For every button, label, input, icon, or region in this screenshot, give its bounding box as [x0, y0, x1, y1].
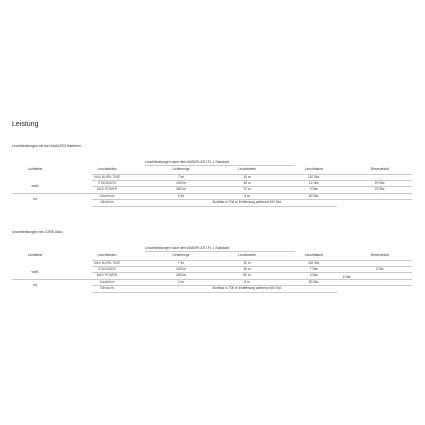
- table-cell: 60 Std.: [308, 194, 320, 198]
- column-header: Reservelicht: [370, 253, 390, 257]
- table-cell: 20 Std.: [374, 181, 386, 185]
- table-cell: 45 m: [243, 181, 251, 185]
- table-cell: Blinklicht: [100, 200, 114, 204]
- table-cell: 2 lm: [177, 280, 185, 284]
- table-cell: 70 m: [243, 187, 251, 191]
- table-cell: Dauerlicht: [99, 194, 115, 198]
- divider: [92, 206, 337, 207]
- table-caption: Leuchtleistungen mit drei AAA/LR03 Batterien: [12, 144, 81, 148]
- table-cell: MAX POWER: [96, 187, 118, 191]
- divider: [92, 292, 337, 293]
- table-cell: 110 Std.: [307, 175, 321, 179]
- table-cell: 10 m: [243, 261, 251, 265]
- table-cell: STANDARD: [98, 267, 116, 271]
- table-cell: 2 lm: [177, 194, 185, 198]
- table-cell: MAX BURN TIME: [93, 261, 121, 265]
- column-header: Lichtfarbe: [27, 253, 43, 257]
- column-header: Lichtmenge: [172, 253, 190, 257]
- table-cell: 7 Std.: [309, 267, 319, 271]
- table-cell: 50 Std.: [308, 280, 320, 284]
- table-cell: STANDARD: [98, 181, 116, 185]
- table-cell: 45 m: [243, 267, 251, 271]
- table-cell: 3 Std.: [309, 187, 319, 191]
- divider: [12, 279, 412, 280]
- column-header: Lichtfarbe: [27, 167, 43, 171]
- column-header: Leuchtweite: [238, 167, 256, 171]
- column-header: Lichtmenge: [172, 167, 190, 171]
- table-cell: -: [379, 261, 381, 265]
- table-cell: rot: [33, 283, 37, 287]
- table-cell: weiß: [31, 270, 39, 274]
- section-title: Leistung: [12, 121, 39, 128]
- table-cell: 110 Std.: [307, 261, 321, 265]
- column-header: Leuchtstufen: [97, 253, 117, 257]
- table-cell: 5 m: [244, 194, 250, 198]
- table-cell: 350 lm: [176, 187, 186, 191]
- table-cell: 10 m: [243, 175, 251, 179]
- table-cell: 80 m: [243, 273, 251, 277]
- standard-header: Leuchtleistungen nach dem ANSI/PLATO FL 1 Standard: [145, 160, 230, 164]
- column-header: Leuchtdauer: [304, 167, 324, 171]
- table-caption: Leuchtleistungen mit CORE-Akku: [12, 230, 63, 234]
- standard-header: Leuchtleistungen nach dem ANSI/PLATO FL 1 Standard: [145, 246, 230, 250]
- divider: [92, 266, 412, 267]
- divider: [92, 260, 412, 261]
- column-header: Leuchtweite: [238, 253, 256, 257]
- table-cell: -: [379, 280, 381, 284]
- performance-table: [12, 163, 414, 216]
- table-cell: Sichtbar in 700 m Entfernung während 400 Std.: [212, 200, 282, 204]
- table-cell: 12 Std.: [308, 181, 320, 185]
- table-cell: weiß: [31, 184, 39, 188]
- divider: [92, 186, 412, 187]
- divider: [145, 165, 295, 166]
- performance-table: [12, 249, 414, 302]
- column-header: Leuchtdauer: [304, 253, 324, 257]
- table-cell: 450 lm: [176, 273, 186, 277]
- table-cell: 2 Std.: [309, 273, 319, 277]
- table-cell: 100 lm: [176, 181, 186, 185]
- table-cell: 5 m: [244, 280, 250, 284]
- column-header: Reservelicht: [370, 167, 390, 171]
- table-cell: 20 Std.: [374, 187, 386, 191]
- table-cell: MAX POWER: [96, 273, 118, 277]
- table-cell: Dauerlicht: [99, 280, 115, 284]
- table-cell: 2 Std.: [375, 267, 385, 271]
- table-cell: 7 lm: [177, 175, 185, 179]
- table-cell: MAX BURN TIME: [93, 175, 121, 179]
- table-cell: -: [379, 194, 381, 198]
- divider: [145, 251, 295, 252]
- divider: [12, 193, 412, 194]
- column-header: Leuchtstufen: [97, 167, 117, 171]
- table-cell: -: [379, 175, 381, 179]
- table-cell: rot: [33, 197, 37, 201]
- table-cell: Blinklicht: [100, 286, 114, 290]
- divider: [92, 180, 412, 181]
- table-cell: Sichtbar in 700 m Entfernung während 400 Std.: [212, 286, 282, 290]
- table-cell: 7 lm: [177, 261, 185, 265]
- divider: [92, 174, 412, 175]
- divider: [92, 272, 412, 273]
- table-cell: 2 Std.: [342, 275, 352, 279]
- table-cell: 100 lm: [176, 267, 186, 271]
